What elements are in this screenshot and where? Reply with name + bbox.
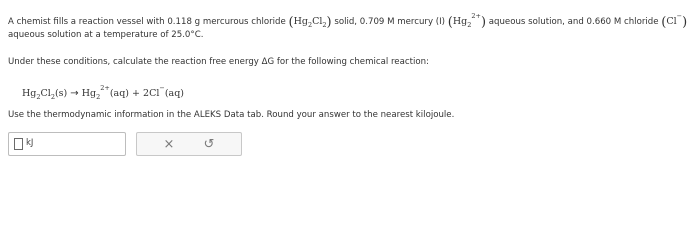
problem-line-3: Under these conditions, calculate the reaction free energy ΔG for the following chemical reaction: [8,57,429,67]
problem-line-1: A chemist fills a reaction vessel with 0.118 g mercurous chloride $(Hg_2Cl_2)$ solid, 0.709 M mercury (I) $(Hg_22+)$ aqueous solution, and 0.660 M chloride (Cl−) [8,12,688,30]
problem-text-part: aqueous solution, and 0.660 M chloride [488,17,659,27]
formula-cl-ion: Cl− [666,12,683,27]
answer-input[interactable] [14,138,23,150]
undo-button[interactable] [199,135,219,153]
answer-unit: kJ [26,138,34,148]
problem-line-5: Use the thermodynamic information in the ALEKS Data tab. Round your answer to the nearest kilojoule. [8,110,455,120]
reaction-arrow-icon: → [70,88,79,99]
problem-line-2: aqueous solution at a temperature of 25.0°C. [8,30,204,40]
formula-hg2-ion: $Hg_22+$ [452,12,481,29]
chemical-reaction: $Hg_2Cl_2(s) \to Hg_22+(aq) + 2Cl-(aq)$ [22,84,185,101]
clear-button[interactable] [159,135,179,153]
answer-box [8,132,126,156]
formula-hg2cl2: $Hg_2Cl_2$ [293,16,327,29]
close-icon: × [163,136,175,152]
problem-text-part: solid, 0.709 M mercury (I) [334,17,446,27]
answer-actions [136,132,242,156]
undo-icon: ↺ [203,136,215,152]
problem-text-part: A chemist fills a reaction vessel with 0.118 g mercurous chloride [8,17,286,27]
